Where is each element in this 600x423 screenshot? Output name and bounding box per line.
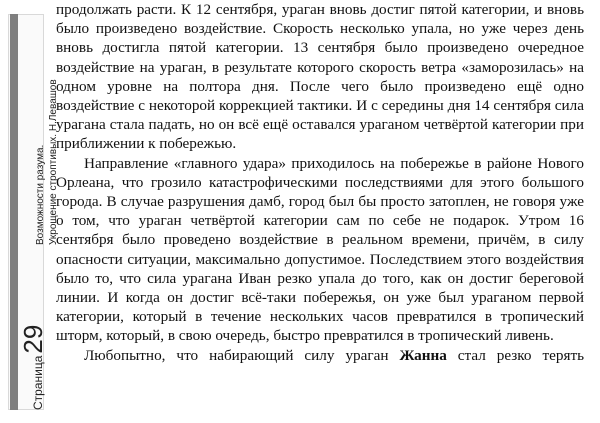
- book-subtitle: Укрощение строптивых. Н.Левашов: [48, 79, 59, 245]
- page-number-label: [18, 325, 49, 410]
- page-number: 29: [18, 324, 48, 354]
- book-title: Возможности разума.: [35, 144, 46, 245]
- paragraph-3: [56, 346, 584, 365]
- page-word: Страница: [31, 355, 45, 410]
- paragraph-1: продолжать расти. К 12 сентября, ураган вновь достиг пятой категории, и вновь было произведено воздействие. Скорость несколько упала, но уже через день вновь достигла пятой категории. 13 сентября было произведено очередное воздействие на ураган, в результате которого скорость ветра «заморозилась» на одном уровне на полтора дня. После чего было произведено ещё одно воздействие с некоторой коррекцией тактики. И с середины дня 14 сентября сила урагана стала падать, но он всё ещё оставался ураганом четвёртой категории при приближении к побережью.: [56, 1, 584, 153]
- paragraph-2: Направление «главного удара» приходилось на побережье в районе Нового Орлеана, что грозило катастрофическими последствиями для этого большого города. В случае разрушения дамб, город был бы просто затоплен, не говоря уже о том, что ураган четвёртой категории сам по себе не подарок. Утром 16 сентября было проведено воздействие в реальном времени, причём, в силу опасности ситуации, максимально допустимое. Последствием этого воздействия было то, что сила урагана Иван резко упала до того, как он достиг береговой линии. И когда он достиг всё-таки побережья, он уже был ураганом первой категории, который в течение нескольких часов превратился в тропический шторм, который, в свою очередь, быстро превратился в тропический ливень.: [56, 154, 584, 345]
- paragraph-3-end: стал резко терять: [446, 346, 585, 364]
- paragraph-3-start: Любопытно, что набирающий силу ураган: [84, 346, 400, 364]
- page-sidebar: [6, 0, 59, 423]
- page-body: [56, 0, 584, 365]
- sidebar-accent-bar: [10, 14, 18, 410]
- hurricane-name: Жанна: [399, 346, 447, 364]
